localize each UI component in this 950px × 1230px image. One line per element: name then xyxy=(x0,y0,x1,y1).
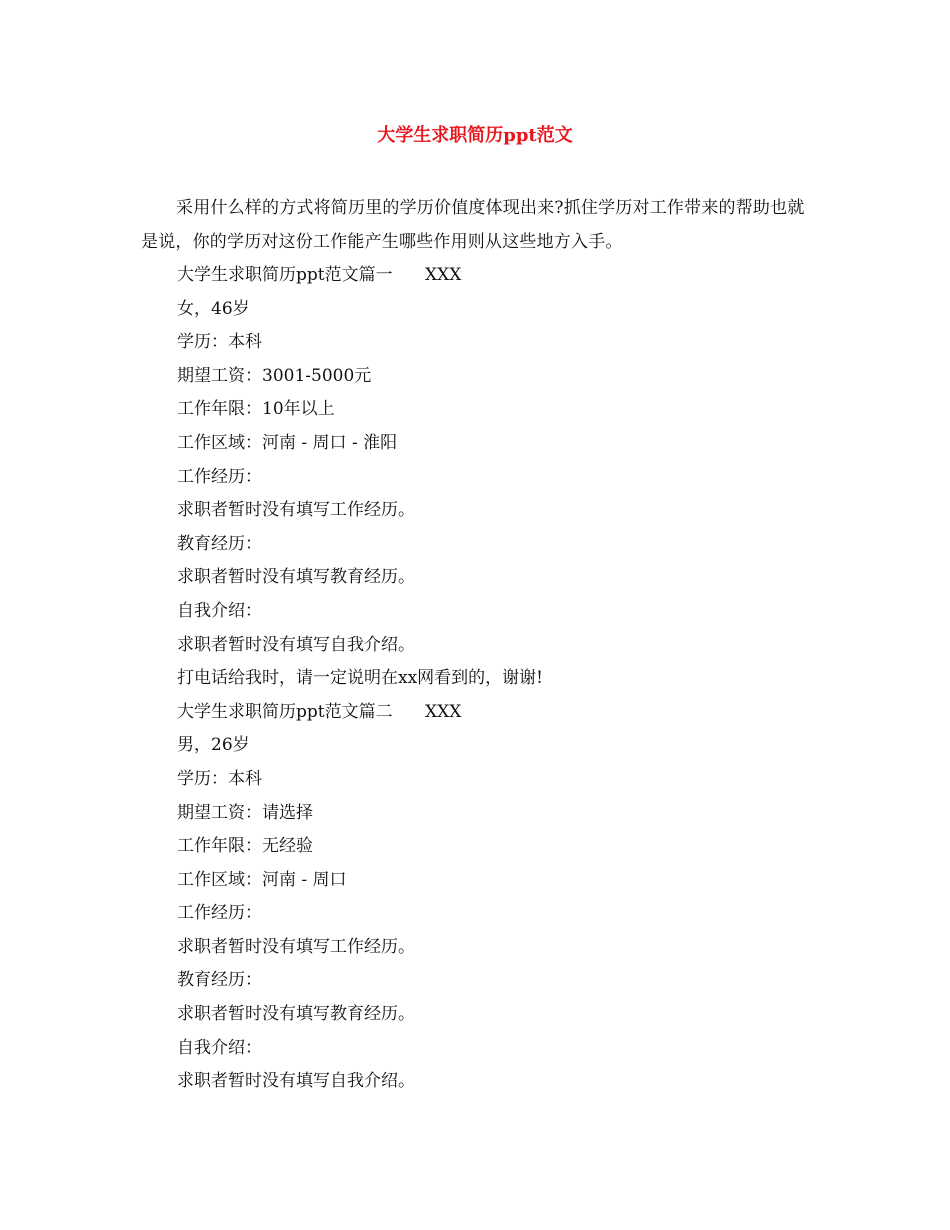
education-level-2: 学历：本科 xyxy=(177,768,262,789)
expected-salary-2: 期望工资：请选择 xyxy=(177,802,313,823)
self-intro-label-1: 自我介绍： xyxy=(177,600,262,621)
section-heading-1: 大学生求职简历ppt范文篇一 XXX xyxy=(177,265,462,285)
education-history-value-2: 求职者暂时没有填写教育经历。 xyxy=(177,1004,415,1025)
work-years-1: 工作年限：10年以上 xyxy=(177,399,335,420)
expected-salary-1: 期望工资：3001-5000元 xyxy=(177,365,372,386)
self-intro-value-1: 求职者暂时没有填写自我介绍。 xyxy=(177,634,415,655)
education-level-1: 学历：本科 xyxy=(177,332,262,353)
work-history-label-2: 工作经历： xyxy=(177,903,262,924)
self-intro-label-2: 自我介绍： xyxy=(177,1037,262,1058)
education-history-value-1: 求职者暂时没有填写教育经历。 xyxy=(177,567,415,588)
contact-note: 打电话给我时，请一定说明在xx网看到的，谢谢! xyxy=(177,668,544,689)
work-region-1: 工作区域：河南 - 周口 - 淮阳 xyxy=(177,432,398,453)
education-history-label-1: 教育经历： xyxy=(177,533,262,554)
intro-paragraph: 采用什么样的方式将简历里的学历价值度体现出来?抓住学历对工作带来的帮助也就是说，你的学历对这份工作能产生哪些作用则从这些地方入手。 xyxy=(141,198,805,252)
education-history-label-2: 教育经历： xyxy=(177,970,262,991)
work-region-2: 工作区域：河南 - 周口 xyxy=(177,869,347,890)
document-title: 大学生求职简历ppt范文 xyxy=(377,125,573,146)
gender-age-2: 男，26岁 xyxy=(177,735,250,756)
work-history-value-1: 求职者暂时没有填写工作经历。 xyxy=(177,500,415,521)
work-history-value-2: 求职者暂时没有填写工作经历。 xyxy=(177,936,415,957)
section-heading-2: 大学生求职简历ppt范文篇二 XXX xyxy=(177,701,462,722)
gender-age-1: 女，46岁 xyxy=(177,298,250,319)
work-years-2: 工作年限：无经验 xyxy=(177,836,313,857)
resume-lines xyxy=(177,259,817,1099)
work-history-label-1: 工作经历： xyxy=(177,466,262,487)
self-intro-value-2: 求职者暂时没有填写自我介绍。 xyxy=(177,1071,415,1092)
